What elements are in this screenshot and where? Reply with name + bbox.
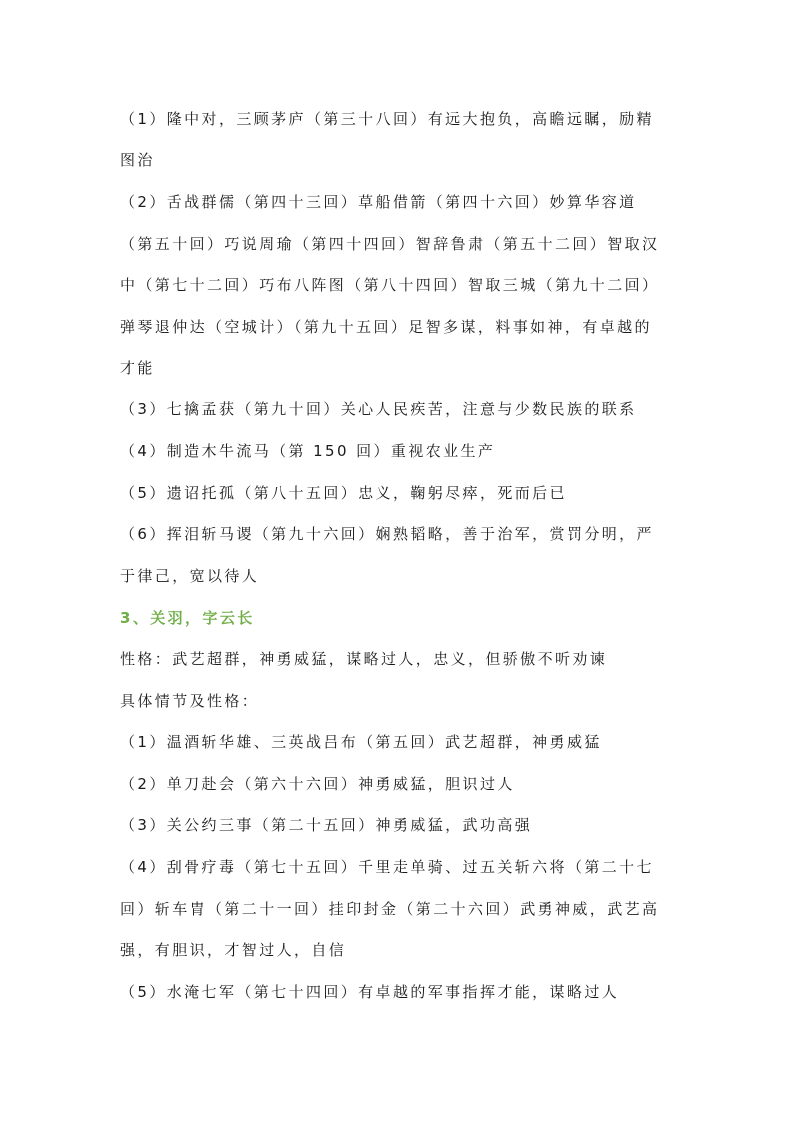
text-line: （1）隆中对，三顾茅庐（第三十八回）有远大抱负，高瞻远瞩，励精 xyxy=(120,110,654,128)
text-line: 才能 xyxy=(120,359,155,377)
text-line: 强，有胆识，才智过人，自信 xyxy=(120,941,347,959)
text-line: （2）单刀赴会（第六十六回）神勇威猛，胆识过人 xyxy=(120,775,515,793)
text-line: 具体情节及性格： xyxy=(120,692,260,710)
text-line: 中（第七十二回）巧布八阵图（第八十四回）智取三城（第九十二回） xyxy=(120,276,660,294)
text-line: 弹琴退仲达（空城计）（第九十五回）足智多谋，料事如神，有卓越的 xyxy=(120,318,652,336)
text-line: （2）舌战群儒（第四十三回）草船借箭（第四十六回）妙算华容道 xyxy=(120,193,637,211)
text-line: （4）制造木牛流马（第 150 回）重视农业生产 xyxy=(120,442,496,460)
text-line: （6）挥泪斩马谡（第九十六回）娴熟韬略，善于治军，赏罚分明，严 xyxy=(120,525,654,543)
text-line: 图治 xyxy=(120,151,155,169)
text-line: （5）水淹七军（第七十四回）有卓越的军事指挥才能，谋略过人 xyxy=(120,983,620,1001)
text-line: 性格：武艺超群，神勇威猛，谋略过人，忠义，但骄傲不听劝谏 xyxy=(120,650,608,668)
text-line: 回）斩车胄（第二十一回）挂印封金（第二十六回）武勇神威，武艺高 xyxy=(120,900,660,918)
text-line: （5）遗诏托孤（第八十五回）忠义，鞠躬尽瘁，死而后已 xyxy=(120,484,567,502)
text-line: （4）刮骨疗毒（第七十五回）千里走单骑、过五关斩六将（第二十七 xyxy=(120,858,654,876)
text-line: （第五十回）巧说周瑜（第四十四回）智辞鲁肃（第五十二回）智取汉 xyxy=(120,235,660,253)
text-line: （3）关公约三事（第二十五回）神勇威猛，武功高强 xyxy=(120,816,533,834)
section-heading: 3、关羽，字云长 xyxy=(120,609,255,627)
text-line: （1）温酒斩华雄、三英战吕布（第五回）武艺超群，神勇威猛 xyxy=(120,733,602,751)
text-line: （3）七擒孟获（第九十回）关心人民疾苦，注意与少数民族的联系 xyxy=(120,400,637,418)
text-line: 于律己，宽以待人 xyxy=(120,567,260,585)
